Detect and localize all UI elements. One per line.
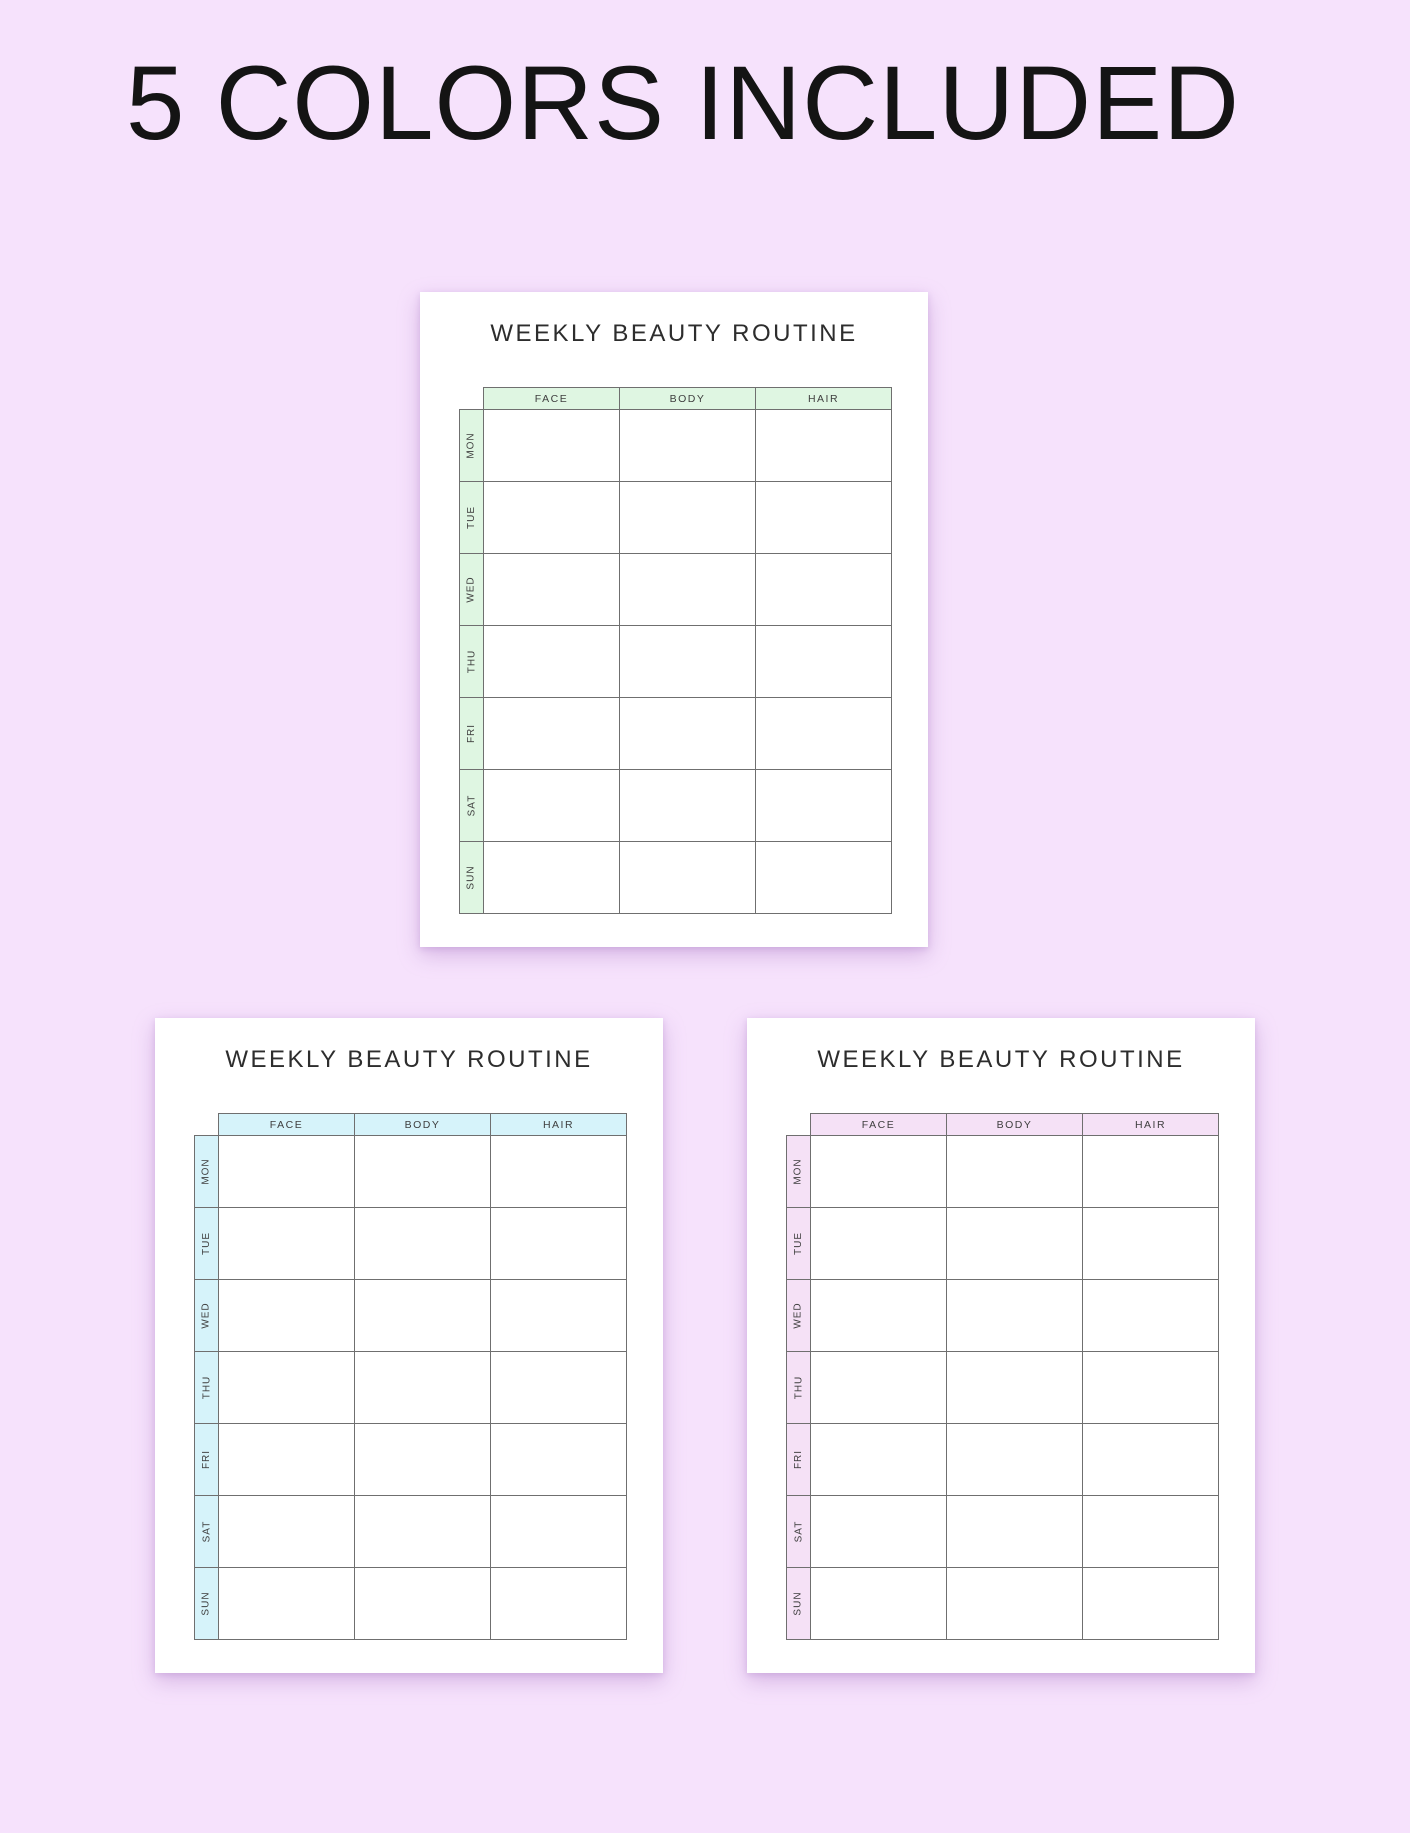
routine-cell bbox=[219, 1280, 355, 1352]
routine-cell bbox=[219, 1208, 355, 1280]
page-title: 5 COLORS INCLUDED bbox=[126, 45, 1240, 162]
row-header-mon bbox=[460, 410, 484, 482]
routine-cell bbox=[947, 1496, 1083, 1568]
routine-cell bbox=[1083, 1136, 1219, 1208]
row-header-tue bbox=[195, 1208, 219, 1280]
routine-cell bbox=[1083, 1496, 1219, 1568]
planner-card-mint bbox=[420, 292, 928, 947]
routine-cell bbox=[484, 842, 620, 914]
day-label: WED bbox=[793, 1302, 804, 1329]
table-corner-spacer bbox=[460, 388, 484, 410]
routine-cell bbox=[811, 1568, 947, 1640]
routine-cell bbox=[355, 1280, 491, 1352]
routine-cell bbox=[491, 1208, 627, 1280]
routine-cell bbox=[756, 410, 892, 482]
day-label-box bbox=[460, 410, 483, 481]
routine-cell bbox=[620, 410, 756, 482]
routine-cell bbox=[491, 1136, 627, 1208]
routine-cell bbox=[1083, 1568, 1219, 1640]
routine-cell bbox=[620, 842, 756, 914]
day-label: SUN bbox=[201, 1591, 212, 1616]
column-header-face: FACE bbox=[484, 388, 620, 410]
column-header-face: FACE bbox=[219, 1114, 355, 1136]
routine-cell bbox=[355, 1568, 491, 1640]
planner-title: WEEKLY BEAUTY ROUTINE bbox=[817, 1046, 1185, 1073]
row-header-sat bbox=[460, 770, 484, 842]
routine-cell bbox=[219, 1352, 355, 1424]
day-label-box bbox=[195, 1496, 218, 1567]
planner-card-cyan bbox=[155, 1018, 663, 1673]
day-label: SAT bbox=[466, 794, 477, 817]
row-header-tue bbox=[787, 1208, 811, 1280]
row-header-thu bbox=[787, 1352, 811, 1424]
routine-cell bbox=[484, 770, 620, 842]
row-header-fri bbox=[460, 698, 484, 770]
row-header-fri bbox=[787, 1424, 811, 1496]
routine-cell bbox=[355, 1496, 491, 1568]
row-header-mon bbox=[195, 1136, 219, 1208]
day-label-box bbox=[787, 1208, 810, 1279]
routine-cell bbox=[219, 1496, 355, 1568]
routine-cell bbox=[491, 1280, 627, 1352]
row-header-thu bbox=[460, 626, 484, 698]
day-label: THU bbox=[793, 1375, 804, 1400]
routine-cell bbox=[947, 1424, 1083, 1496]
day-label: TUE bbox=[793, 1232, 804, 1255]
day-label: TUE bbox=[466, 506, 477, 529]
day-label: MON bbox=[466, 432, 477, 459]
routine-cell bbox=[947, 1352, 1083, 1424]
day-label: WED bbox=[466, 576, 477, 603]
routine-cell bbox=[484, 554, 620, 626]
table-corner-spacer bbox=[787, 1114, 811, 1136]
routine-cell bbox=[484, 410, 620, 482]
routine-table bbox=[786, 1113, 1219, 1640]
routine-cell bbox=[219, 1568, 355, 1640]
day-label: FRI bbox=[465, 723, 477, 744]
routine-cell bbox=[620, 626, 756, 698]
routine-cell bbox=[811, 1496, 947, 1568]
day-label: FRI bbox=[200, 1449, 212, 1470]
routine-cell bbox=[355, 1424, 491, 1496]
day-label-box bbox=[787, 1352, 810, 1423]
routine-cell bbox=[811, 1424, 947, 1496]
routine-cell bbox=[620, 698, 756, 770]
column-header-hair: HAIR bbox=[491, 1114, 627, 1136]
day-label-box bbox=[195, 1208, 218, 1279]
day-label-box bbox=[787, 1136, 810, 1207]
routine-cell bbox=[620, 482, 756, 554]
routine-cell bbox=[947, 1208, 1083, 1280]
day-label-box bbox=[460, 842, 483, 913]
column-header-body: BODY bbox=[947, 1114, 1083, 1136]
routine-cell bbox=[811, 1352, 947, 1424]
routine-cell bbox=[355, 1352, 491, 1424]
day-label: SAT bbox=[793, 1520, 804, 1543]
routine-cell bbox=[811, 1280, 947, 1352]
planner-title: WEEKLY BEAUTY ROUTINE bbox=[490, 320, 858, 347]
routine-cell bbox=[491, 1424, 627, 1496]
row-header-mon bbox=[787, 1136, 811, 1208]
day-label-box bbox=[460, 770, 483, 841]
routine-cell bbox=[756, 698, 892, 770]
row-header-sun bbox=[460, 842, 484, 914]
routine-cell bbox=[1083, 1352, 1219, 1424]
day-label-box bbox=[460, 482, 483, 553]
routine-cell bbox=[484, 482, 620, 554]
day-label: SAT bbox=[201, 1520, 212, 1543]
day-label-box bbox=[195, 1136, 218, 1207]
routine-cell bbox=[947, 1568, 1083, 1640]
routine-cell bbox=[756, 554, 892, 626]
row-header-sun bbox=[787, 1568, 811, 1640]
row-header-tue bbox=[460, 482, 484, 554]
routine-cell bbox=[756, 482, 892, 554]
table-corner-spacer bbox=[195, 1114, 219, 1136]
routine-cell bbox=[484, 698, 620, 770]
row-header-wed bbox=[460, 554, 484, 626]
day-label: THU bbox=[466, 649, 477, 674]
column-header-hair: HAIR bbox=[756, 388, 892, 410]
routine-cell bbox=[1083, 1424, 1219, 1496]
routine-table bbox=[194, 1113, 627, 1640]
routine-table bbox=[459, 387, 892, 914]
row-header-fri bbox=[195, 1424, 219, 1496]
routine-cell bbox=[756, 842, 892, 914]
routine-cell bbox=[620, 554, 756, 626]
day-label-box bbox=[460, 698, 483, 769]
row-header-sun bbox=[195, 1568, 219, 1640]
day-label-box bbox=[787, 1568, 810, 1639]
day-label: MON bbox=[201, 1158, 212, 1185]
day-label-box bbox=[460, 554, 483, 625]
day-label-box bbox=[787, 1280, 810, 1351]
routine-cell bbox=[756, 626, 892, 698]
routine-cell bbox=[355, 1136, 491, 1208]
column-header-body: BODY bbox=[620, 388, 756, 410]
column-header-hair: HAIR bbox=[1083, 1114, 1219, 1136]
row-header-sat bbox=[195, 1496, 219, 1568]
planner-card-pink bbox=[747, 1018, 1255, 1673]
day-label-box bbox=[195, 1352, 218, 1423]
routine-cell bbox=[1083, 1280, 1219, 1352]
day-label-box bbox=[195, 1424, 218, 1495]
routine-cell bbox=[355, 1208, 491, 1280]
day-label-box bbox=[460, 626, 483, 697]
day-label: MON bbox=[793, 1158, 804, 1185]
routine-cell bbox=[620, 770, 756, 842]
column-header-face: FACE bbox=[811, 1114, 947, 1136]
column-header-body: BODY bbox=[355, 1114, 491, 1136]
routine-cell bbox=[219, 1424, 355, 1496]
row-header-thu bbox=[195, 1352, 219, 1424]
routine-cell bbox=[811, 1136, 947, 1208]
routine-cell bbox=[811, 1208, 947, 1280]
day-label: WED bbox=[201, 1302, 212, 1329]
day-label: FRI bbox=[792, 1449, 804, 1470]
routine-cell bbox=[484, 626, 620, 698]
row-header-wed bbox=[195, 1280, 219, 1352]
planner-title: WEEKLY BEAUTY ROUTINE bbox=[225, 1046, 593, 1073]
routine-cell bbox=[491, 1496, 627, 1568]
routine-cell bbox=[756, 770, 892, 842]
day-label: THU bbox=[201, 1375, 212, 1400]
day-label-box bbox=[787, 1496, 810, 1567]
day-label: SUN bbox=[466, 865, 477, 890]
routine-cell bbox=[491, 1352, 627, 1424]
day-label: SUN bbox=[793, 1591, 804, 1616]
row-header-sat bbox=[787, 1496, 811, 1568]
routine-cell bbox=[947, 1136, 1083, 1208]
day-label: TUE bbox=[201, 1232, 212, 1255]
routine-cell bbox=[1083, 1208, 1219, 1280]
day-label-box bbox=[195, 1280, 218, 1351]
row-header-wed bbox=[787, 1280, 811, 1352]
day-label-box bbox=[787, 1424, 810, 1495]
routine-cell bbox=[491, 1568, 627, 1640]
routine-cell bbox=[219, 1136, 355, 1208]
routine-cell bbox=[947, 1280, 1083, 1352]
day-label-box bbox=[195, 1568, 218, 1639]
